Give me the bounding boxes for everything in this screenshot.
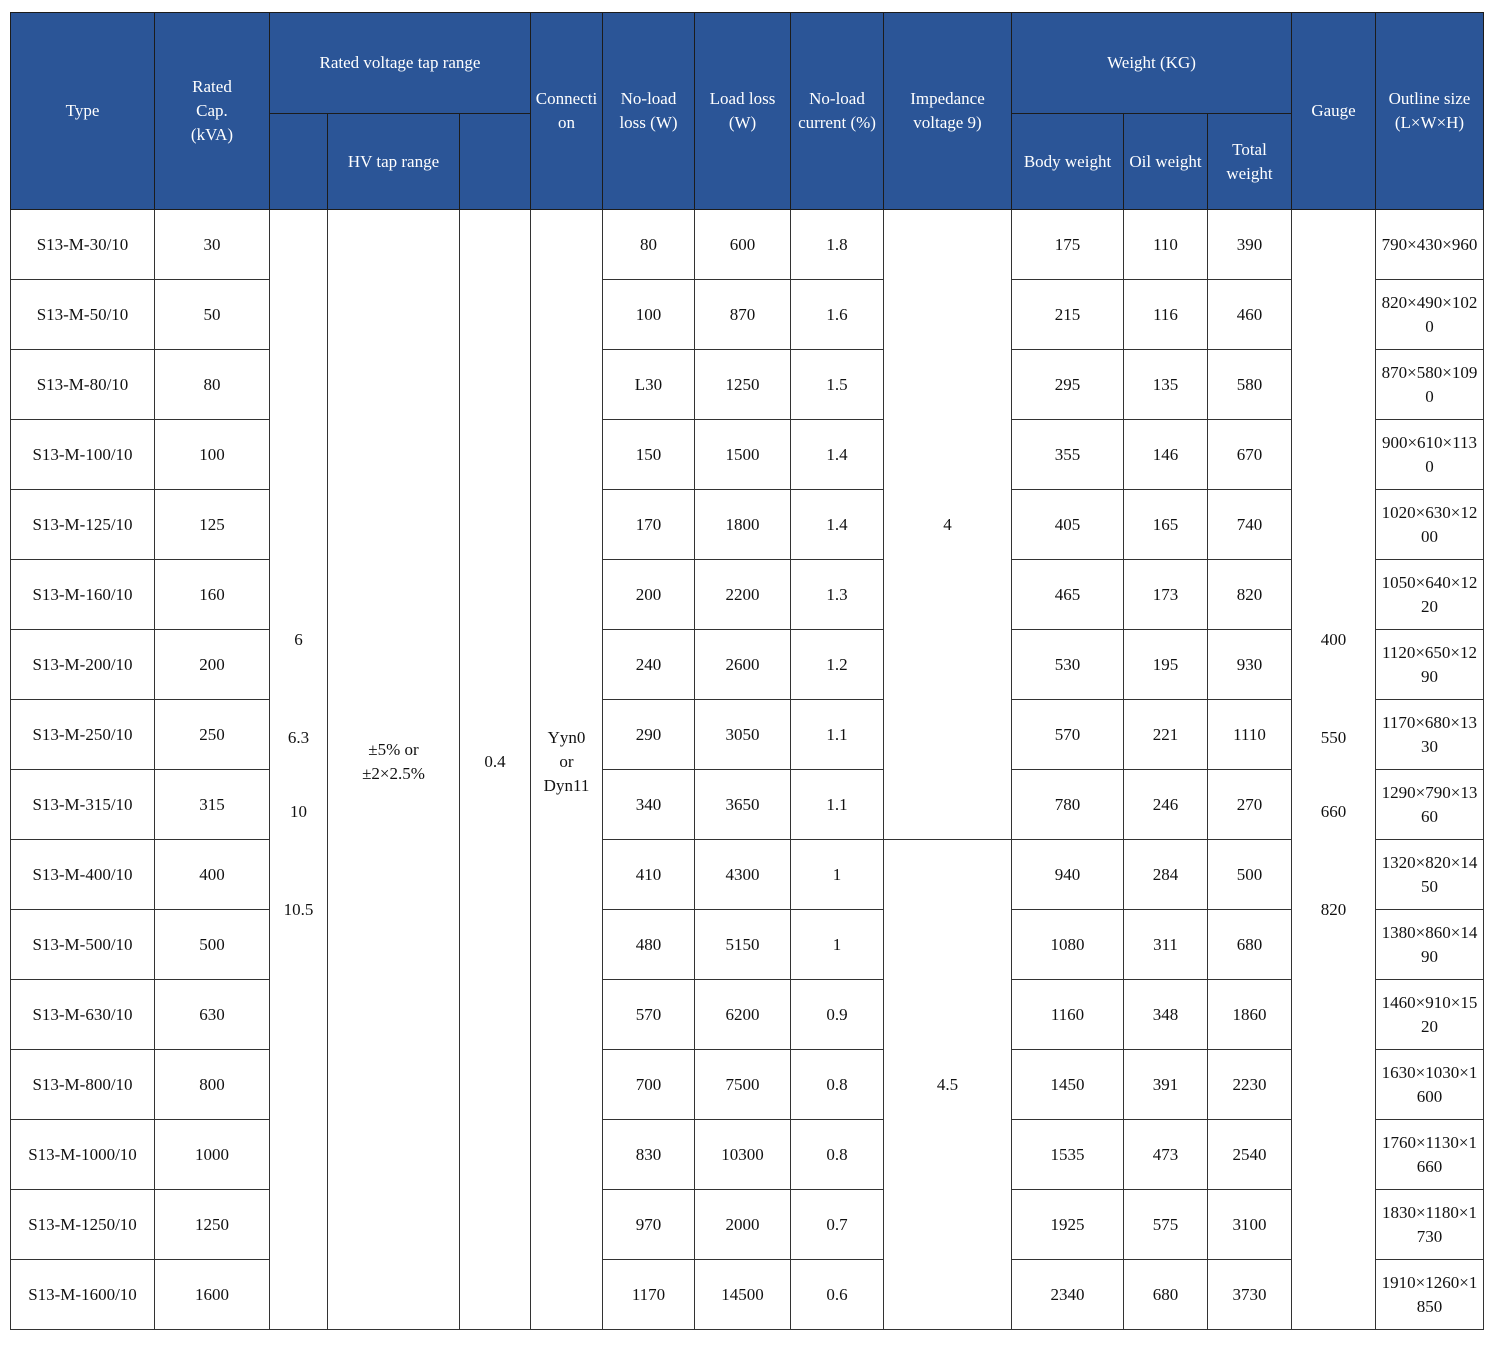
no-load-loss-cell: 150 [603,420,695,490]
no-load-loss-cell: 1170 [603,1260,695,1330]
connection-value: Dyn11 [543,776,590,795]
body-weight-cell: 295 [1012,350,1124,420]
load-loss-cell: 14500 [695,1260,791,1330]
no-load-current-cell: 0.8 [791,1120,884,1190]
no-load-loss-cell: 290 [603,700,695,770]
type-cell: S13-M-125/10 [11,490,155,560]
gauge-value: 400 [1320,630,1347,649]
rated-cap-cell: 125 [155,490,270,560]
oil-weight-cell: 135 [1124,350,1208,420]
table-row [11,280,1484,350]
table-row [11,980,1484,1050]
table-row [11,1260,1484,1330]
table-row [11,490,1484,560]
type-cell: S13-M-500/10 [11,910,155,980]
table-row [11,560,1484,630]
hv-tap-range-cell [328,210,460,1330]
outline-size-cell: 1120×650×1290 [1376,630,1484,700]
rated-cap-cell: 500 [155,910,270,980]
total-weight-cell: 740 [1208,490,1292,560]
no-load-loss-cell: 570 [603,980,695,1050]
no-load-current-cell: 1.8 [791,210,884,280]
rated-cap-cell: 100 [155,420,270,490]
outline-size-cell: 1170×680×1330 [1376,700,1484,770]
oil-weight-cell: 680 [1124,1260,1208,1330]
body-weight-cell: 1450 [1012,1050,1124,1120]
outline-size-cell: 1830×1180×1730 [1376,1190,1484,1260]
rated-cap-cell: 200 [155,630,270,700]
table-row [11,1120,1484,1190]
body-weight-cell: 405 [1012,490,1124,560]
oil-weight-cell: 348 [1124,980,1208,1050]
no-load-loss-cell: 240 [603,630,695,700]
load-loss-cell: 1800 [695,490,791,560]
load-loss-cell: 5150 [695,910,791,980]
no-load-current-cell: 1 [791,910,884,980]
outline-size-cell: 1020×630×1200 [1376,490,1484,560]
type-cell: S13-M-80/10 [11,350,155,420]
outline-size-cell: 1050×640×1220 [1376,560,1484,630]
type-cell: S13-M-800/10 [11,1050,155,1120]
total-weight-cell: 930 [1208,630,1292,700]
type-cell: S13-M-1000/10 [11,1120,155,1190]
header-type: Type [11,13,155,210]
no-load-current-cell: 1.3 [791,560,884,630]
body-weight-cell: 530 [1012,630,1124,700]
load-loss-cell: 600 [695,210,791,280]
oil-weight-cell: 116 [1124,280,1208,350]
no-load-current-cell: 0.9 [791,980,884,1050]
connection-cell [531,210,603,1330]
gauge-value: 820 [1320,900,1347,919]
type-cell: S13-M-315/10 [11,770,155,840]
oil-weight-cell: 391 [1124,1050,1208,1120]
body-weight-cell: 215 [1012,280,1124,350]
type-cell: S13-M-50/10 [11,280,155,350]
total-weight-cell: 3100 [1208,1190,1292,1260]
header-gauge: Gauge [1292,13,1376,210]
body-weight-cell: 780 [1012,770,1124,840]
header-rated-cap: Rated Cap. (kVA) [155,13,270,210]
header-no-load-current: No-load current (%) [791,13,884,210]
outline-size-cell: 820×490×1020 [1376,280,1484,350]
header-oil-weight: Oil weight [1124,114,1208,210]
load-loss-cell: 2200 [695,560,791,630]
header-rated-voltage-tap-range: Rated voltage tap range [270,13,531,114]
total-weight-cell: 1110 [1208,700,1292,770]
total-weight-cell: 3730 [1208,1260,1292,1330]
header-empty-hv [270,114,328,210]
rated-cap-cell: 400 [155,840,270,910]
header-connection: Connection [531,13,603,210]
no-load-loss-cell: 100 [603,280,695,350]
load-loss-cell: 4300 [695,840,791,910]
type-cell: S13-M-630/10 [11,980,155,1050]
load-loss-cell: 3650 [695,770,791,840]
header-impedance-voltage: Impedance voltage 9) [884,13,1012,210]
load-loss-cell: 6200 [695,980,791,1050]
table-row [11,1050,1484,1120]
type-cell: S13-M-250/10 [11,700,155,770]
body-weight-cell: 940 [1012,840,1124,910]
no-load-loss-cell: 480 [603,910,695,980]
impedance-voltage-cell: 4.5 [884,840,1012,1330]
table-row [11,210,1484,280]
table-row [11,420,1484,490]
body-weight-cell: 1080 [1012,910,1124,980]
table-row [11,770,1484,840]
hv-voltage-value: 6 [294,630,303,649]
no-load-loss-cell: 80 [603,210,695,280]
oil-weight-cell: 311 [1124,910,1208,980]
type-cell: S13-M-30/10 [11,210,155,280]
total-weight-cell: 460 [1208,280,1292,350]
oil-weight-cell: 146 [1124,420,1208,490]
load-loss-cell: 1250 [695,350,791,420]
table-header [11,13,1484,210]
connection-value: or [559,752,574,771]
header-total-weight: Total weight [1208,114,1292,210]
outline-size-cell: 1380×860×1490 [1376,910,1484,980]
gauge-cell [1292,210,1376,1330]
table-row [11,840,1484,910]
no-load-current-cell: 1 [791,840,884,910]
hv-voltage-cell [270,210,328,1330]
total-weight-cell: 580 [1208,350,1292,420]
gauge-value: 550 [1320,728,1347,747]
table-row [11,910,1484,980]
outline-size-cell: 1320×820×1450 [1376,840,1484,910]
no-load-current-cell: 1.4 [791,420,884,490]
header-body-weight: Body weight [1012,114,1124,210]
table-row [11,630,1484,700]
load-loss-cell: 2600 [695,630,791,700]
body-weight-cell: 570 [1012,700,1124,770]
oil-weight-cell: 110 [1124,210,1208,280]
header-no-load-loss: No-load loss (W) [603,13,695,210]
no-load-current-cell: 1.2 [791,630,884,700]
outline-size-cell: 1460×910×1520 [1376,980,1484,1050]
hv-voltage-value: 10.5 [283,900,314,919]
outline-size-cell: 1760×1130×1660 [1376,1120,1484,1190]
oil-weight-cell: 195 [1124,630,1208,700]
no-load-loss-cell: 170 [603,490,695,560]
no-load-current-cell: 1.4 [791,490,884,560]
body-weight-cell: 465 [1012,560,1124,630]
total-weight-cell: 270 [1208,770,1292,840]
oil-weight-cell: 575 [1124,1190,1208,1260]
oil-weight-cell: 246 [1124,770,1208,840]
hv-tap-range-value: ±5% or ±2×2.5% [362,740,425,783]
oil-weight-cell: 221 [1124,700,1208,770]
gauge-value: 660 [1320,802,1347,821]
table-row [11,350,1484,420]
rated-cap-cell: 315 [155,770,270,840]
no-load-loss-cell: 700 [603,1050,695,1120]
body-weight-cell: 175 [1012,210,1124,280]
rated-cap-cell: 1250 [155,1190,270,1260]
no-load-current-cell: 1.6 [791,280,884,350]
load-loss-cell: 7500 [695,1050,791,1120]
rated-cap-cell: 30 [155,210,270,280]
load-loss-cell: 3050 [695,700,791,770]
header-hv-tap-range: HV tap range [328,114,460,210]
rated-cap-cell: 50 [155,280,270,350]
no-load-current-cell: 0.6 [791,1260,884,1330]
outline-size-cell: 870×580×1090 [1376,350,1484,420]
header-empty-lv [460,114,531,210]
no-load-loss-cell: 970 [603,1190,695,1260]
impedance-voltage-cell: 4 [884,210,1012,840]
total-weight-cell: 390 [1208,210,1292,280]
no-load-loss-cell: 340 [603,770,695,840]
total-weight-cell: 2230 [1208,1050,1292,1120]
body-weight-cell: 1925 [1012,1190,1124,1260]
rated-cap-cell: 800 [155,1050,270,1120]
total-weight-cell: 680 [1208,910,1292,980]
total-weight-cell: 1860 [1208,980,1292,1050]
no-load-loss-cell: L30 [603,350,695,420]
load-loss-cell: 1500 [695,420,791,490]
table-row [11,700,1484,770]
no-load-loss-cell: 410 [603,840,695,910]
rated-cap-cell: 1000 [155,1120,270,1190]
oil-weight-cell: 284 [1124,840,1208,910]
transformer-spec-table [10,12,1484,1330]
connection-value: Yyn0 [547,728,586,747]
lv-voltage-cell [460,210,531,1330]
load-loss-cell: 870 [695,280,791,350]
body-weight-cell: 1160 [1012,980,1124,1050]
no-load-current-cell: 1.5 [791,350,884,420]
table-body [11,210,1484,1330]
no-load-current-cell: 0.8 [791,1050,884,1120]
no-load-current-cell: 1.1 [791,700,884,770]
load-loss-cell: 10300 [695,1120,791,1190]
hv-voltage-value: 10 [290,802,307,821]
load-loss-cell: 2000 [695,1190,791,1260]
lv-voltage-value: 0.4 [484,752,506,771]
total-weight-cell: 820 [1208,560,1292,630]
rated-cap-cell: 160 [155,560,270,630]
header-outline-size: Outline size (L×W×H) [1376,13,1484,210]
outline-size-cell: 1910×1260×1850 [1376,1260,1484,1330]
hv-voltage-value: 6.3 [287,728,310,747]
rated-cap-cell: 250 [155,700,270,770]
oil-weight-cell: 173 [1124,560,1208,630]
no-load-current-cell: 0.7 [791,1190,884,1260]
type-cell: S13-M-100/10 [11,420,155,490]
header-weight: Weight (KG) [1012,13,1292,114]
rated-cap-cell: 1600 [155,1260,270,1330]
type-cell: S13-M-160/10 [11,560,155,630]
oil-weight-cell: 473 [1124,1120,1208,1190]
body-weight-cell: 2340 [1012,1260,1124,1330]
no-load-current-cell: 1.1 [791,770,884,840]
rated-cap-cell: 80 [155,350,270,420]
outline-size-cell: 790×430×960 [1376,210,1484,280]
type-cell: S13-M-400/10 [11,840,155,910]
outline-size-cell: 900×610×1130 [1376,420,1484,490]
body-weight-cell: 355 [1012,420,1124,490]
total-weight-cell: 2540 [1208,1120,1292,1190]
type-cell: S13-M-200/10 [11,630,155,700]
oil-weight-cell: 165 [1124,490,1208,560]
body-weight-cell: 1535 [1012,1120,1124,1190]
header-load-loss: Load loss (W) [695,13,791,210]
outline-size-cell: 1630×1030×1600 [1376,1050,1484,1120]
no-load-loss-cell: 200 [603,560,695,630]
type-cell: S13-M-1600/10 [11,1260,155,1330]
no-load-loss-cell: 830 [603,1120,695,1190]
rated-cap-cell: 630 [155,980,270,1050]
total-weight-cell: 500 [1208,840,1292,910]
type-cell: S13-M-1250/10 [11,1190,155,1260]
total-weight-cell: 670 [1208,420,1292,490]
outline-size-cell: 1290×790×1360 [1376,770,1484,840]
table-row [11,1190,1484,1260]
